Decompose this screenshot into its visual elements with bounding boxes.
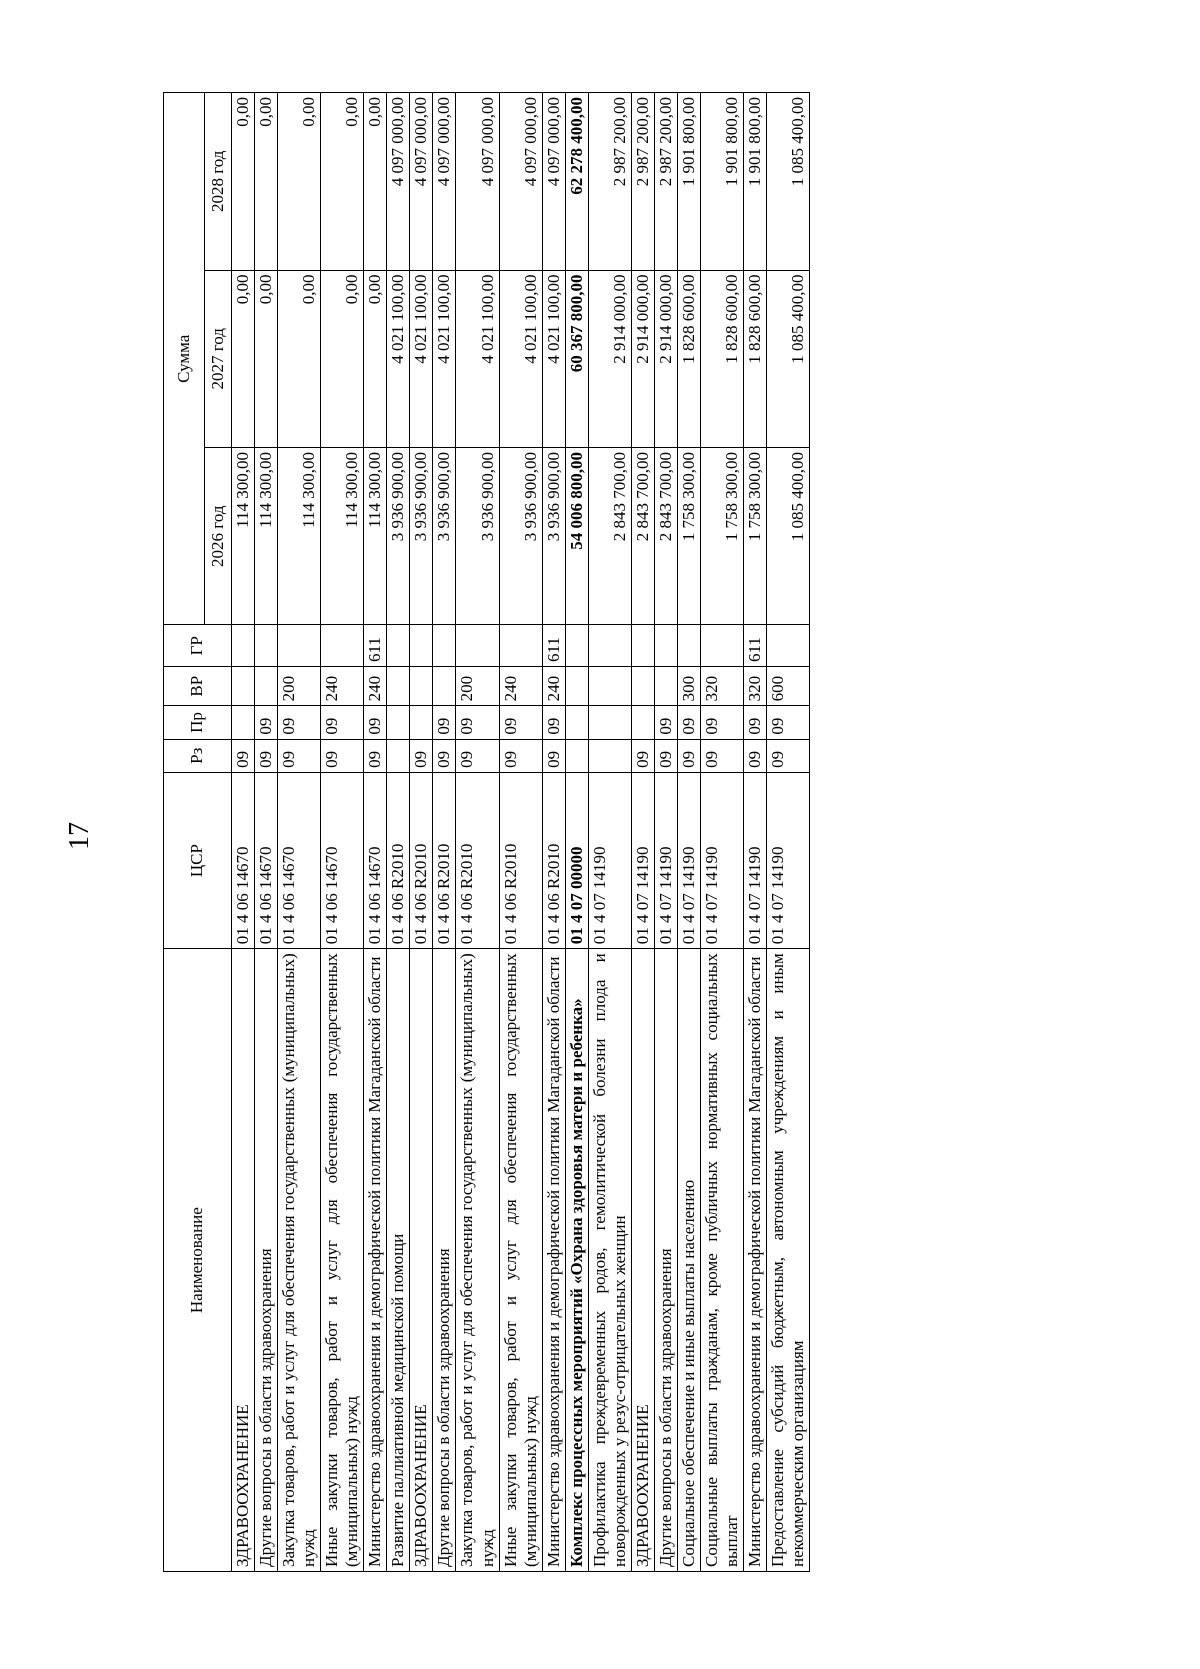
cell-gr — [677, 625, 700, 667]
cell-rz: 09 — [677, 739, 700, 772]
cell-sum-2026: 2 843 700,00 — [588, 448, 631, 625]
cell-vr: 240 — [542, 666, 565, 705]
budget-table — [163, 92, 810, 1572]
cell-name: Министерство здравоохранения и демографической политики Магаданской области — [744, 949, 767, 1572]
cell-csr: 01 4 06 14670 — [255, 772, 278, 948]
cell-sum-2027: 1 828 600,00 — [744, 270, 767, 447]
cell-gr — [499, 625, 542, 667]
table-row — [744, 93, 767, 1572]
cell-sum-2026: 3 936 900,00 — [542, 448, 565, 625]
cell-pr — [588, 706, 631, 739]
cell-name: Другие вопросы в области здравоохранения — [255, 949, 278, 1572]
cell-sum-2026: 3 936 900,00 — [433, 448, 456, 625]
cell-name: Другие вопросы в области здравоохранения — [654, 949, 677, 1572]
cell-name: Министерство здравоохранения и демографической политики Магаданской области — [542, 949, 565, 1572]
cell-sum-2027: 1 828 600,00 — [677, 270, 700, 447]
cell-sum-2028: 62 278 400,00 — [565, 93, 588, 271]
cell-pr: 09 — [744, 706, 767, 739]
cell-name: Иные закупки товаров, работ и услуг для обеспечения государственных (муниципальных) нужд — [499, 949, 542, 1572]
table-row — [387, 93, 410, 1572]
cell-gr — [767, 625, 810, 667]
header-sum: Сумма — [164, 93, 205, 625]
cell-pr — [565, 706, 588, 739]
cell-sum-2026: 2 843 700,00 — [654, 448, 677, 625]
cell-csr: 01 4 06 R2010 — [542, 772, 565, 948]
budget-table-container — [163, 92, 1073, 1572]
cell-pr: 09 — [677, 706, 700, 739]
cell-vr — [255, 666, 278, 705]
cell-pr: 09 — [700, 706, 743, 739]
cell-vr — [588, 666, 631, 705]
cell-sum-2028: 2 987 200,00 — [654, 93, 677, 271]
cell-rz: 09 — [631, 739, 654, 772]
cell-vr: 200 — [456, 666, 499, 705]
cell-sum-2028: 4 097 000,00 — [433, 93, 456, 271]
cell-pr: 09 — [364, 706, 387, 739]
header-csr: ЦСР — [164, 772, 232, 948]
cell-vr — [433, 666, 456, 705]
cell-sum-2028: 1 085 400,00 — [767, 93, 810, 271]
cell-rz: 09 — [767, 739, 810, 772]
table-row — [278, 93, 321, 1572]
table-row — [499, 93, 542, 1572]
cell-sum-2026: 114 300,00 — [232, 448, 255, 625]
cell-pr — [387, 706, 410, 739]
cell-gr: 611 — [744, 625, 767, 667]
cell-csr: 01 4 07 14190 — [631, 772, 654, 948]
cell-gr — [654, 625, 677, 667]
header-year-2028: 2028 год — [205, 93, 232, 271]
cell-sum-2026: 3 936 900,00 — [387, 448, 410, 625]
cell-pr: 09 — [542, 706, 565, 739]
header-name: Наименование — [164, 949, 232, 1572]
cell-pr: 09 — [654, 706, 677, 739]
table-row — [456, 93, 499, 1572]
cell-gr — [387, 625, 410, 667]
cell-sum-2028: 4 097 000,00 — [410, 93, 433, 271]
cell-rz — [387, 739, 410, 772]
cell-rz: 09 — [278, 739, 321, 772]
cell-rz: 09 — [433, 739, 456, 772]
cell-name: ЗДРАВООХРАНЕНИЕ — [410, 949, 433, 1572]
cell-name: Комплекс процессных мероприятий «Охрана здоровья матери и ребенка» — [565, 949, 588, 1572]
cell-name: Министерство здравоохранения и демографической политики Магаданской области — [364, 949, 387, 1572]
cell-name: Закупка товаров, работ и услуг для обеспечения государственных (муниципальных) нужд — [456, 949, 499, 1572]
cell-name: Закупка товаров, работ и услуг для обеспечения государственных (муниципальных) нужд — [278, 949, 321, 1572]
cell-sum-2028: 0,00 — [364, 93, 387, 271]
cell-sum-2026: 114 300,00 — [255, 448, 278, 625]
cell-vr — [565, 666, 588, 705]
cell-csr: 01 4 07 14190 — [700, 772, 743, 948]
cell-sum-2026: 54 006 800,00 — [565, 448, 588, 625]
cell-sum-2028: 0,00 — [278, 93, 321, 271]
cell-vr: 320 — [700, 666, 743, 705]
table-row — [364, 93, 387, 1572]
header-gr: ГР — [164, 625, 232, 667]
cell-sum-2027: 2 914 000,00 — [654, 270, 677, 447]
cell-pr — [232, 706, 255, 739]
table-row — [631, 93, 654, 1572]
cell-name: Предоставление субсидий бюджетным, автономным учреждениям и иным некоммерческим организациям — [767, 949, 810, 1572]
cell-name: Социальные выплаты гражданам, кроме публичных нормативных социальных выплат — [700, 949, 743, 1572]
cell-sum-2026: 1 758 300,00 — [677, 448, 700, 625]
cell-sum-2028: 1 901 800,00 — [677, 93, 700, 271]
cell-rz: 09 — [744, 739, 767, 772]
cell-gr — [565, 625, 588, 667]
cell-name: ЗДРАВООХРАНЕНИЕ — [232, 949, 255, 1572]
table-row — [255, 93, 278, 1572]
header-vr: ВР — [164, 666, 232, 705]
header-pr: Пр — [164, 706, 232, 739]
cell-sum-2026: 1 085 400,00 — [767, 448, 810, 625]
table-row — [767, 93, 810, 1572]
cell-gr — [321, 625, 364, 667]
page-number: 17 — [64, 822, 95, 850]
cell-sum-2027: 2 914 000,00 — [588, 270, 631, 447]
cell-sum-2027: 4 021 100,00 — [410, 270, 433, 447]
cell-rz — [588, 739, 631, 772]
cell-csr: 01 4 07 14190 — [677, 772, 700, 948]
table-body — [232, 93, 810, 1572]
cell-sum-2026: 1 758 300,00 — [700, 448, 743, 625]
cell-gr: 611 — [364, 625, 387, 667]
cell-csr: 01 4 06 R2010 — [410, 772, 433, 948]
header-year-2027: 2027 год — [205, 270, 232, 447]
cell-sum-2028: 0,00 — [321, 93, 364, 271]
cell-vr — [387, 666, 410, 705]
cell-csr: 01 4 06 14670 — [321, 772, 364, 948]
cell-gr — [232, 625, 255, 667]
cell-gr — [700, 625, 743, 667]
cell-gr — [456, 625, 499, 667]
cell-name: Развитие паллиативной медицинской помощи — [387, 949, 410, 1572]
cell-vr — [232, 666, 255, 705]
cell-rz: 09 — [232, 739, 255, 772]
cell-pr — [410, 706, 433, 739]
cell-sum-2026: 114 300,00 — [364, 448, 387, 625]
table-row — [410, 93, 433, 1572]
cell-sum-2028: 4 097 000,00 — [499, 93, 542, 271]
cell-pr: 09 — [255, 706, 278, 739]
cell-name: ЗДРАВООХРАНЕНИЕ — [631, 949, 654, 1572]
table-row — [654, 93, 677, 1572]
table-row — [232, 93, 255, 1572]
cell-csr: 01 4 07 14190 — [654, 772, 677, 948]
cell-csr: 01 4 06 14670 — [232, 772, 255, 948]
cell-rz: 09 — [700, 739, 743, 772]
cell-rz: 09 — [654, 739, 677, 772]
table-row — [542, 93, 565, 1572]
table-row — [433, 93, 456, 1572]
cell-sum-2027: 4 021 100,00 — [433, 270, 456, 447]
cell-sum-2026: 1 758 300,00 — [744, 448, 767, 625]
cell-csr: 01 4 07 00000 — [565, 772, 588, 948]
cell-gr — [278, 625, 321, 667]
cell-name: Социальное обеспечение и иные выплаты населению — [677, 949, 700, 1572]
cell-csr: 01 4 06 R2010 — [456, 772, 499, 948]
cell-vr: 600 — [767, 666, 810, 705]
cell-name: Другие вопросы в области здравоохранения — [433, 949, 456, 1572]
cell-vr — [410, 666, 433, 705]
cell-sum-2027: 4 021 100,00 — [499, 270, 542, 447]
cell-csr: 01 4 07 14190 — [588, 772, 631, 948]
cell-sum-2028: 0,00 — [232, 93, 255, 271]
cell-sum-2026: 114 300,00 — [278, 448, 321, 625]
cell-sum-2027: 4 021 100,00 — [456, 270, 499, 447]
cell-vr: 320 — [744, 666, 767, 705]
cell-rz: 09 — [255, 739, 278, 772]
cell-sum-2027: 0,00 — [364, 270, 387, 447]
cell-csr: 01 4 06 R2010 — [499, 772, 542, 948]
table-row — [588, 93, 631, 1572]
table-row — [677, 93, 700, 1572]
cell-csr: 01 4 06 14670 — [364, 772, 387, 948]
table-row — [321, 93, 364, 1572]
cell-vr: 240 — [364, 666, 387, 705]
cell-gr: 611 — [542, 625, 565, 667]
cell-vr: 200 — [278, 666, 321, 705]
cell-rz — [565, 739, 588, 772]
cell-rz: 09 — [410, 739, 433, 772]
cell-gr — [410, 625, 433, 667]
cell-gr — [631, 625, 654, 667]
cell-sum-2027: 4 021 100,00 — [387, 270, 410, 447]
cell-vr — [654, 666, 677, 705]
cell-name: Иные закупки товаров, работ и услуг для обеспечения государственных (муниципальных) нужд — [321, 949, 364, 1572]
header-year-2026: 2026 год — [205, 448, 232, 625]
cell-name: Профилактика преждевременных родов, гемолитической болезни плода и новорожденных у резус-отрицательных женщин — [588, 949, 631, 1572]
cell-sum-2026: 3 936 900,00 — [410, 448, 433, 625]
cell-pr: 09 — [321, 706, 364, 739]
cell-sum-2028: 4 097 000,00 — [456, 93, 499, 271]
cell-sum-2026: 2 843 700,00 — [631, 448, 654, 625]
table-row — [565, 93, 588, 1572]
cell-pr — [631, 706, 654, 739]
cell-rz: 09 — [499, 739, 542, 772]
cell-sum-2028: 4 097 000,00 — [387, 93, 410, 271]
cell-vr: 300 — [677, 666, 700, 705]
cell-sum-2028: 1 901 800,00 — [744, 93, 767, 271]
cell-rz: 09 — [456, 739, 499, 772]
cell-sum-2027: 0,00 — [255, 270, 278, 447]
table-row — [700, 93, 743, 1572]
cell-sum-2027: 1 828 600,00 — [700, 270, 743, 447]
cell-csr: 01 4 06 R2010 — [387, 772, 410, 948]
cell-gr — [588, 625, 631, 667]
cell-sum-2027: 60 367 800,00 — [565, 270, 588, 447]
cell-sum-2026: 3 936 900,00 — [456, 448, 499, 625]
cell-sum-2027: 4 021 100,00 — [542, 270, 565, 447]
cell-pr: 09 — [499, 706, 542, 739]
cell-csr: 01 4 06 R2010 — [433, 772, 456, 948]
cell-sum-2027: 0,00 — [232, 270, 255, 447]
cell-vr: 240 — [499, 666, 542, 705]
cell-sum-2028: 0,00 — [255, 93, 278, 271]
cell-sum-2027: 1 085 400,00 — [767, 270, 810, 447]
cell-sum-2028: 2 987 200,00 — [588, 93, 631, 271]
cell-rz: 09 — [542, 739, 565, 772]
cell-rz: 09 — [364, 739, 387, 772]
cell-gr — [433, 625, 456, 667]
cell-sum-2026: 3 936 900,00 — [499, 448, 542, 625]
cell-sum-2026: 114 300,00 — [321, 448, 364, 625]
cell-pr: 09 — [767, 706, 810, 739]
cell-pr: 09 — [433, 706, 456, 739]
cell-csr: 01 4 07 14190 — [767, 772, 810, 948]
cell-csr: 01 4 07 14190 — [744, 772, 767, 948]
cell-pr: 09 — [278, 706, 321, 739]
cell-sum-2028: 2 987 200,00 — [631, 93, 654, 271]
cell-vr — [631, 666, 654, 705]
cell-csr: 01 4 06 14670 — [278, 772, 321, 948]
cell-sum-2027: 0,00 — [321, 270, 364, 447]
cell-sum-2028: 1 901 800,00 — [700, 93, 743, 271]
cell-rz: 09 — [321, 739, 364, 772]
cell-pr: 09 — [456, 706, 499, 739]
cell-vr: 240 — [321, 666, 364, 705]
cell-sum-2027: 0,00 — [278, 270, 321, 447]
header-rz: Рз — [164, 739, 232, 772]
cell-gr — [255, 625, 278, 667]
cell-sum-2027: 2 914 000,00 — [631, 270, 654, 447]
cell-sum-2028: 4 097 000,00 — [542, 93, 565, 271]
